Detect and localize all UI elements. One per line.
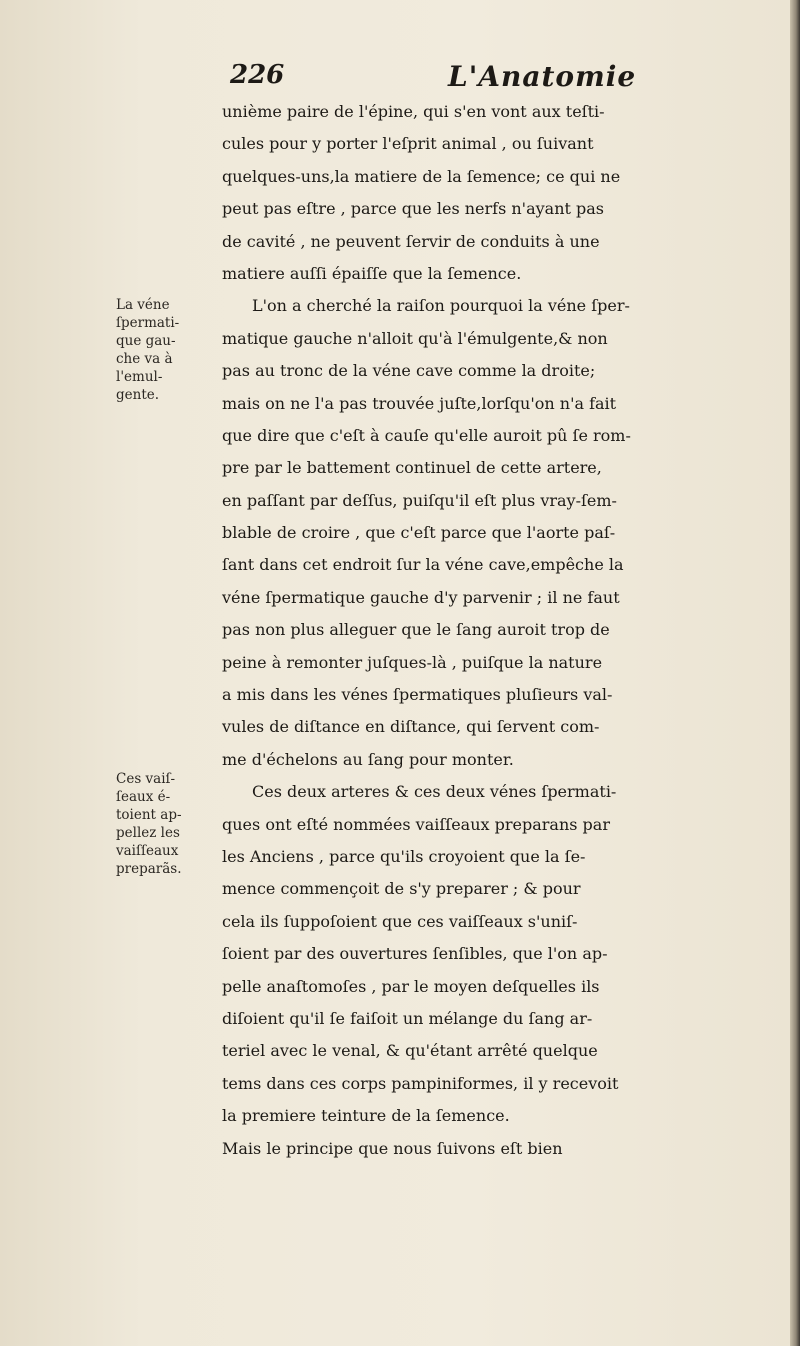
text-line: ques ont eſté nommées vaiſſeaux preparans par — [222, 814, 610, 834]
text-line: en paſſant par deſſus, puiſqu'il eſt plus vray-ſem- — [222, 490, 617, 510]
body-text — [222, 96, 792, 1165]
text-line: pre par le battement continuel de cette artere, — [222, 458, 602, 478]
text-line: unième paire de l'épine, qui s'en vont aux teſti- — [222, 102, 605, 121]
text-line: quelques-uns,la matiere de la ſemence; ce qui ne — [222, 166, 621, 186]
text-line: mais on ne l'a pas trouvée juſte,lorſqu'on n'a fait — [222, 393, 617, 413]
margin-note-line: ſpermati- — [116, 315, 180, 331]
text-line: peut pas eſtre , parce que les nerfs n'ayant pas — [222, 199, 605, 219]
text-line: mence commençoit de s'y preparer ; & pour — [222, 879, 581, 899]
margin-note-line: che va à — [116, 351, 173, 367]
catchword-line: Mais le principe que nous ſuivons eſt bien — [222, 1138, 563, 1158]
paragraph-start-line: L'on a cherché la raiſon pourquoi la véne ſper- — [252, 296, 630, 316]
page-header — [0, 60, 790, 100]
text-line: ſoient par des ouvertures ſenſibles, que l'on ap- — [222, 944, 608, 964]
margin-note-line: gente. — [116, 387, 160, 403]
text-line: me d'échelons au ſang pour monter. — [222, 749, 514, 769]
text-line: blable de croire , que c'eſt parce que l'aorte paſ- — [222, 523, 616, 543]
page-number: 226 — [230, 60, 285, 90]
text-line: pas au tronc de la véne cave comme la droite; — [222, 361, 596, 381]
margin-note-line: Ces vaiſ- — [116, 771, 176, 787]
text-line: peine à remonter juſques-là , puiſque la nature — [222, 652, 603, 672]
margin-note-line: pellez les — [116, 825, 180, 841]
margin-note-line: toient ap- — [116, 807, 182, 823]
margin-note-line: La véne — [116, 297, 170, 313]
text-line: de cavité , ne peuvent ſervir de conduits à une — [222, 231, 600, 251]
text-line: a mis dans les vénes ſpermatiques pluſieurs val- — [222, 685, 613, 705]
running-title: L'Anatomie — [448, 60, 637, 93]
margin-note-line: l'emul- — [116, 369, 163, 385]
text-line: teriel avec le venal, & qu'étant arrêté quelque — [222, 1041, 598, 1061]
margin-note-line: vaiſſeaux — [116, 843, 179, 859]
text-line: cela ils ſuppoſoient que ces vaiſſeaux s'uniſ- — [222, 911, 578, 931]
text-line: les Anciens , parce qu'ils croyoient que la ſe- — [222, 846, 586, 866]
text-line: matiere auſſi épaiſſe que la ſemence. — [222, 263, 522, 283]
margin-note-line: que gau- — [116, 333, 176, 349]
margin-note-line: ſeaux é- — [116, 789, 171, 805]
margin-note-spermatic-vein — [116, 296, 216, 404]
paragraph-start-line: Ces deux arteres & ces deux vénes ſpermati- — [252, 782, 617, 802]
text-line: diſoient qu'il ſe faiſoit un mélange du ſang ar- — [222, 1008, 593, 1028]
text-line: matique gauche n'alloit qu'à l'émulgente,& non — [222, 328, 608, 348]
text-line: la premiere teinture de la ſemence. — [222, 1106, 510, 1126]
margin-note-preparing-vessels — [116, 770, 216, 878]
text-line: ſant dans cet endroit ſur la véne cave,empêche la — [222, 555, 624, 575]
text-line: pelle anaſtomoſes , par le moyen deſquelles ils — [222, 976, 600, 996]
text-line: pas non plus alleguer que le ſang auroit trop de — [222, 620, 610, 640]
text-line: vules de diſtance en diſtance, qui ſervent com- — [222, 717, 600, 737]
margin-note-line: preparãs. — [116, 861, 182, 877]
text-line: véne ſpermatique gauche d'y parvenir ; il ne faut — [222, 587, 620, 607]
text-line: que dire que c'eſt à cauſe qu'elle auroit pû ſe rom- — [222, 425, 631, 445]
page-edge — [790, 0, 800, 1346]
text-line: cules pour y porter l'eſprit animal , ou ſuivant — [222, 134, 594, 154]
text-line: tems dans ces corps pampiniformes, il y recevoit — [222, 1073, 619, 1093]
